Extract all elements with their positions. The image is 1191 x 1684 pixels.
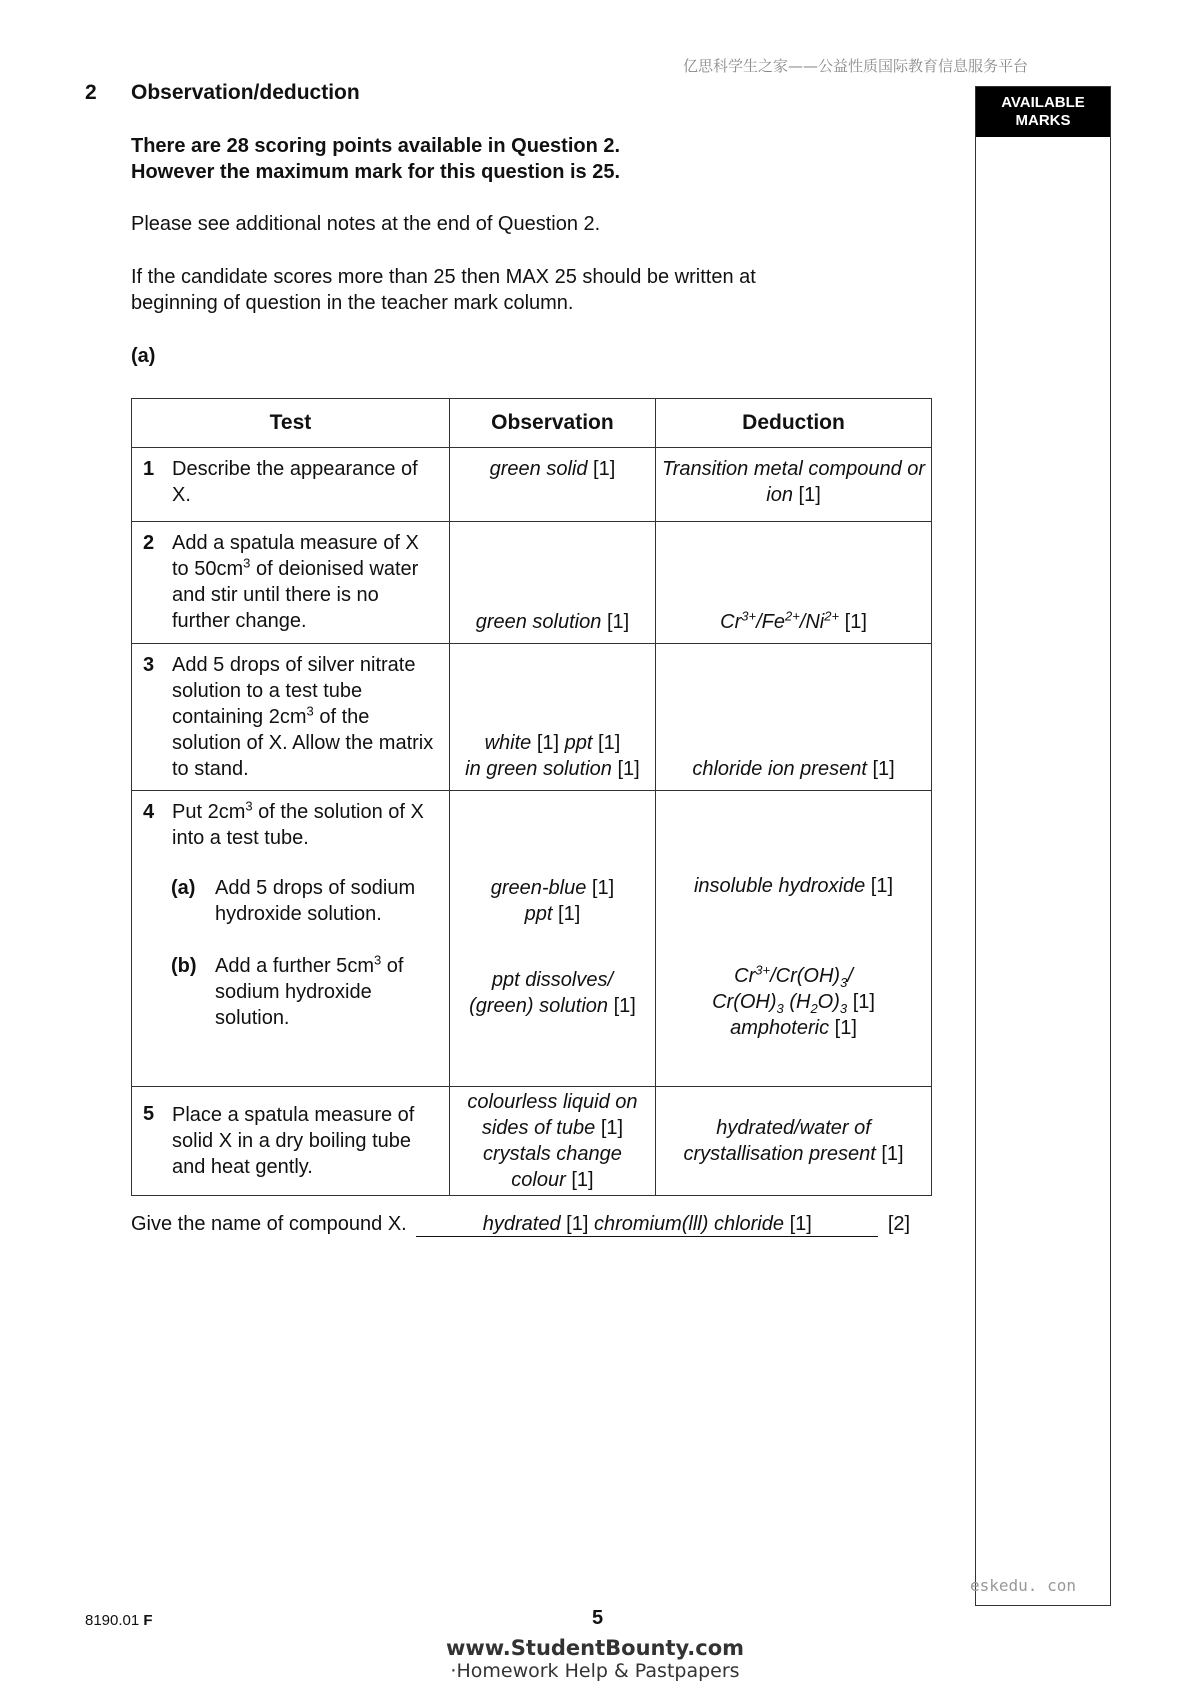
observation-table: [131, 398, 932, 1196]
answer-mark-2: [1]: [789, 1213, 812, 1235]
answer-prompt: Give the name of compound X.: [131, 1213, 407, 1235]
question-number: 2: [85, 81, 97, 104]
obs-white: white: [484, 732, 532, 754]
observation-cell: [449, 522, 655, 644]
obs-green-blue: green-blue: [490, 877, 587, 899]
table-row: [132, 791, 932, 1087]
answer-part-2: chromium(lll) chloride: [593, 1213, 784, 1235]
obs-mark: [1]: [617, 758, 640, 780]
answer-total-marks: [2]: [887, 1213, 911, 1235]
marks-header-line-1: AVAILABLE: [1001, 94, 1085, 111]
obs-green-solution: (green) solution: [469, 995, 609, 1017]
deduction-mark: [1]: [852, 991, 875, 1013]
test-text: Place a spatula measure of solid X in a dry boiling tube and heat gently.: [172, 1104, 415, 1178]
subscript-3: 3: [840, 975, 848, 990]
available-marks-column: [975, 86, 1111, 1606]
charge-2plus: 2+: [824, 608, 840, 624]
observation-cell: [449, 1087, 655, 1196]
deduction-mark: [1]: [798, 484, 821, 506]
observation-text: green solution: [475, 611, 602, 633]
paper-code-number: 8190.01: [85, 1612, 140, 1629]
deduction-cell: [656, 448, 932, 522]
unit-superscript: 3: [245, 798, 253, 814]
obs-mark: [1]: [613, 995, 636, 1017]
paper-code-suffix: F: [143, 1612, 153, 1629]
obs-mark: [1]: [600, 1117, 624, 1139]
marks-header-line-2: MARKS: [1015, 112, 1071, 129]
deduction-cell: [656, 1087, 932, 1196]
test-text-a: Add 5 drops of silver nitrate solution to a test tube containing 2: [172, 654, 416, 728]
test-text-b: of the solution of X into a test tube.: [172, 801, 424, 849]
test-unit: cm: [279, 706, 307, 728]
subtest-b-text-a: Add a further 5: [215, 955, 348, 977]
ded-h: (H: [783, 991, 811, 1013]
observation-cell: [449, 644, 655, 791]
subscript-3: 3: [776, 1001, 784, 1016]
max-mark-instruction: [131, 264, 891, 316]
obs-mark: [1]: [571, 1169, 594, 1191]
max-instruction-line-1: If the candidate scores more than 25 then MAX 25 should be written at: [131, 266, 756, 288]
part-label: (a): [131, 345, 156, 367]
obs-colourless-liquid: colourless liquid on sides of tube: [467, 1091, 638, 1139]
test-number: 1: [143, 458, 155, 480]
charge-2plus: 2+: [784, 608, 800, 624]
answer-part-1: hydrated: [482, 1213, 561, 1235]
subscript-3: 3: [839, 1001, 848, 1016]
ded-cr-oh-3: Cr(OH): [712, 991, 777, 1013]
deduction-cell: [656, 644, 932, 791]
subtest-b-unit: cm: [347, 955, 374, 977]
test-cell: [132, 644, 450, 791]
side-watermark: eskedu. con: [970, 1576, 1076, 1595]
page-number: 5: [592, 1607, 604, 1629]
ded-amphoteric: amphoteric: [730, 1017, 830, 1039]
max-instruction-line-2: beginning of question in the teacher mark column.: [131, 292, 574, 314]
obs-mark: [1]: [598, 732, 621, 754]
unit-superscript: 3: [373, 952, 382, 968]
question-title: Observation/deduction: [131, 81, 360, 104]
charge-3plus: 3+: [755, 962, 771, 978]
subtest-b-text-b: of sodium hydroxide solution.: [215, 955, 404, 1029]
test-unit: cm: [216, 558, 244, 580]
subtest-a: [171, 875, 439, 927]
test-number: 4: [143, 801, 155, 823]
test-cell: [132, 448, 450, 522]
obs-ppt: ppt: [524, 903, 553, 925]
subtest-b-label: (b): [171, 955, 197, 977]
test-text: Describe the appearance of X.: [172, 458, 418, 506]
test-number: 3: [143, 654, 155, 676]
subtest-b: [171, 953, 439, 1031]
deduction-mark: [1]: [881, 1143, 904, 1165]
deduction-mark: [1]: [844, 611, 867, 633]
table-header-row: [132, 399, 932, 448]
paper-code: [85, 1612, 153, 1629]
table-row: [132, 522, 932, 644]
deduction-mark: [1]: [872, 758, 895, 780]
table-row: [132, 1087, 932, 1196]
header-test: Test: [132, 399, 450, 448]
ion-fe: /Fe: [756, 611, 785, 633]
ded-insoluble-hydroxide: insoluble hydroxide: [693, 875, 866, 897]
observation-text: green solid: [489, 458, 588, 480]
additional-notes-text: Please see additional notes at the end of Question 2.: [131, 213, 601, 235]
header-observation: Observation: [449, 399, 655, 448]
ion-cr: Cr: [720, 611, 742, 633]
unit-superscript: 3: [306, 703, 314, 719]
obs-in-green: in green solution: [465, 758, 612, 780]
deduction-cell: [656, 791, 932, 1087]
compound-name-question: [131, 1213, 910, 1237]
header-watermark: 亿思科学生之家——公益性质国际教育信息服务平台: [683, 57, 1029, 75]
test-text-b: of deionised water and stir until there is no further change.: [172, 558, 419, 632]
table-row: [132, 644, 932, 791]
ion-ni: /Ni: [799, 611, 825, 633]
subtest-a-text: Add 5 drops of sodium hydroxide solution.: [215, 877, 416, 925]
deduction-mark: [1]: [870, 875, 894, 897]
scoring-line-2: However the maximum mark for this question is 25.: [131, 161, 621, 183]
scoring-line-1: There are 28 scoring points available in Question 2.: [131, 135, 621, 157]
table-row: [132, 448, 932, 522]
obs-mark: [1]: [558, 903, 581, 925]
test-cell: [132, 1087, 450, 1196]
obs-ppt-dissolves: ppt dissolves/: [491, 969, 614, 991]
ded-slash: /: [847, 965, 853, 987]
answer-field: [416, 1213, 878, 1237]
observation-mark: [1]: [606, 611, 630, 633]
header-deduction: Deduction: [656, 399, 932, 448]
test-cell: [132, 791, 450, 1087]
ded-cr: Cr: [734, 965, 756, 987]
obs-crystals-change: crystals change colour: [482, 1143, 622, 1191]
test-text-a: Put 2: [172, 801, 219, 823]
ded-o: O): [817, 991, 840, 1013]
test-text-a: Add a spatula measure of X to 50: [172, 532, 419, 580]
scoring-points-note: [131, 133, 891, 185]
test-cell: [132, 522, 450, 644]
obs-mark: [1]: [536, 732, 560, 754]
answer-mark-1: [1]: [566, 1213, 589, 1235]
subtest-a-label: (a): [171, 877, 196, 899]
deduction-mark: [1]: [834, 1017, 857, 1039]
studentbounty-logo: [445, 1637, 745, 1683]
obs-ppt: ppt: [564, 732, 593, 754]
test-text-b: of the solution of X. Allow the matrix to stand.: [172, 706, 434, 780]
deduction-text: Transition metal compound or ion: [661, 458, 926, 506]
observation-cell: [449, 448, 655, 522]
charge-3plus: 3+: [741, 608, 757, 624]
test-unit: cm: [218, 801, 246, 823]
logo-line-2: ·Homework Help & Pastpapers: [450, 1660, 740, 1682]
deduction-text: chloride ion present: [692, 758, 867, 780]
ded-chromium-line-2: [660, 989, 927, 1015]
subscript-2: 2: [810, 1001, 818, 1016]
observation-cell: [449, 791, 655, 1087]
unit-superscript: 3: [243, 555, 251, 571]
ded-chromium-line-1: [660, 963, 927, 989]
test-number: 5: [143, 1103, 155, 1125]
deduction-text: hydrated/water of crystallisation present: [683, 1117, 876, 1165]
logo-line-1: www.StudentBounty.com: [445, 1636, 745, 1660]
observation-mark: [1]: [593, 458, 616, 480]
obs-mark: [1]: [591, 877, 615, 899]
deduction-cell: [656, 522, 932, 644]
test-number: 2: [143, 532, 155, 554]
available-marks-header: [976, 87, 1110, 137]
ded-cr-oh: /Cr(OH): [770, 965, 841, 987]
